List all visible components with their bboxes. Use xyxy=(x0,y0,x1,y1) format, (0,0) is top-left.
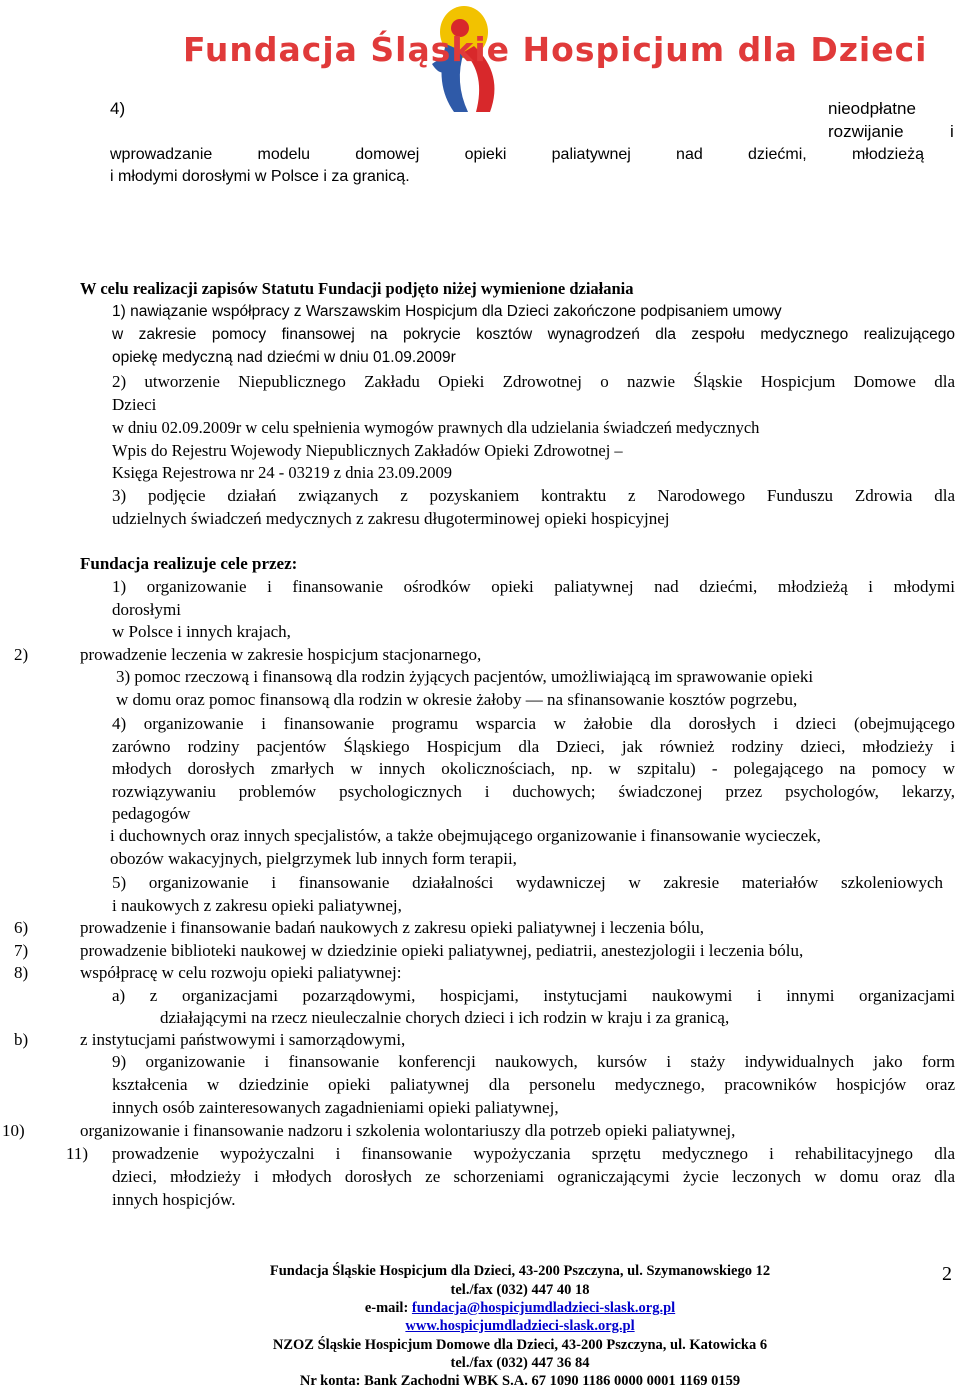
text-line: 1) organizowanie i finansowanie ośrodków opieki paliatywnej nad dziećmi, młodzieżą i młodymi xyxy=(112,577,955,596)
text-line: prowadzenie i finansowanie badań naukowych z zakresu opieki paliatywnej i leczenia bólu, xyxy=(80,918,705,937)
org-title: Fundacja Śląskie Hospicjum dla Dzieci xyxy=(183,30,928,69)
list-number: 6) xyxy=(14,918,29,937)
text-line: 4) organizowanie i finansowanie programu wsparcia w żałobie dla dorosłych i dzieci (obejmującego xyxy=(112,714,955,733)
text-line: 3) podjęcie działań związanych z pozyskaniem kontraktu z Narodowego Funduszu Zdrowia dla xyxy=(112,486,955,505)
text-line: prowadzenie wypożyczalni i finansowanie wypożyczania sprzętu medycznego i rehabilitacyjnego dla xyxy=(112,1144,955,1163)
text-line: udzielnych świadczeń medycznych z zakresu długoterminowej opieki hospicyjnej xyxy=(112,509,670,528)
section-heading: W celu realizacji zapisów Statutu Fundacji podjęto niżej wymienione działania xyxy=(80,279,634,298)
text-line: wprowadzanie modelu domowej opieki paliatywnej nad dziećmi, młodzieżą xyxy=(110,146,924,163)
list-number: 11) xyxy=(66,1144,89,1163)
text-line: dorosłymi xyxy=(112,600,181,619)
text-line: współpracę w celu rozwoju opieki paliatywnej: xyxy=(80,963,402,982)
word: rozwijanie xyxy=(828,122,904,141)
text-line: obozów wakacyjnych, pielgrzymek lub innych form terapii, xyxy=(110,849,517,868)
text-line: organizowanie i finansowanie nadzoru i szkolenia wolontariuszy dla potrzeb opieki paliatywnej, xyxy=(80,1121,736,1140)
point-number: 4) xyxy=(110,99,126,118)
footer-email-link[interactable]: fundacja@hospicjumdladzieci-slask.org.pl xyxy=(411,1300,676,1316)
list-number: 2) xyxy=(14,645,29,664)
text-line: kształcenia w dziedzinie opieki paliatywnej dla personelu medycznego, pracowników hospicjów oraz xyxy=(112,1075,955,1094)
text-line: dzieci, młodzieży i młodych dorosłych ze schorzeniami ograniczającymi życie leczonych w domu oraz dla xyxy=(112,1167,955,1186)
text-line: w zakresie pomocy finansowej na pokrycie kosztów wynagrodzeń dla zespołu medycznego realizującego xyxy=(112,326,955,343)
text-line: 2) utworzenie Niepublicznego Zakładu Opieki Zdrowotnej o nazwie Śląskie Hospicjum Domowe dla xyxy=(112,372,955,391)
text-line: Księga Rejestrowa nr 24 - 03219 z dnia 23.09.2009 xyxy=(112,463,453,482)
text-line: innych hospicjów. xyxy=(112,1190,236,1209)
list-number: 7) xyxy=(14,941,29,960)
text-line: zarówno rodziny pacjentów Śląskiego Hospicjum dla Dzieci, jak również rodziny dzieci, młodzieży i xyxy=(112,737,955,756)
footer-address: Fundacja Śląskie Hospicjum dla Dzieci, 43-200 Pszczyna, ul. Szymanowskiego 12 xyxy=(269,1263,771,1279)
word: nieodpłatne xyxy=(828,99,916,118)
text-line: pedagogów xyxy=(112,804,191,823)
footer-email-label: e-mail: xyxy=(364,1300,412,1316)
footer-nzoz-phone: tel./fax (032) 447 36 84 xyxy=(450,1355,590,1371)
footer-website-line xyxy=(200,1317,840,1335)
text-line: Wpis do Rejestru Wojewody Niepublicznych Zakładów Opieki Zdrowotnej – xyxy=(112,441,623,460)
footer-website-link[interactable]: www.hospicjumdladzieci-slask.org.pl xyxy=(405,1318,635,1334)
text-line: prowadzenie leczenia w zakresie hospicjum stacjonarnego, xyxy=(80,645,482,664)
text-line: 3) pomoc rzeczową i finansową dla rodzin żyjących pacjentów, umożliwiającą im sprawowanie opieki xyxy=(116,667,814,686)
text-line: i duchownych oraz innych specjalistów, a także obejmującego organizowanie i finansowanie wycieczek, xyxy=(110,826,821,845)
text-line: i naukowych z zakresu opieki paliatywnej, xyxy=(112,896,402,915)
section-heading: Fundacja realizuje cele przez: xyxy=(80,554,298,573)
text-line: rozwiązywaniu problemów psychologicznych i duchowych; świadczonej przez psychologów, lekarzy, xyxy=(112,782,955,801)
text-line: a) z organizacjami pozarządowymi, hospicjami, instytucjami naukowymi i innymi organizacjami xyxy=(112,986,955,1005)
text-line: opiekę medyczną nad dziećmi w dniu 01.09.2009r xyxy=(112,349,456,366)
list-number: 10) xyxy=(2,1121,25,1140)
text-line: młodych dorosłych zmarłych w innych okolicznościach, np. w szpitalu) - polegającego na pomocy w xyxy=(112,759,955,778)
footer-bank-account: Nr konta: Bank Zachodni WBK S.A. 67 1090 1186 0000 0001 1169 0159 xyxy=(299,1373,741,1389)
text-line: w dniu 02.09.2009r w celu spełnienia wymogów prawnych dla udzielania świadczeń medycznych xyxy=(112,418,760,437)
list-number: b) xyxy=(14,1030,29,1049)
text-line: 1) nawiązanie współpracy z Warszawskim Hospicjum dla Dzieci zakończone podpisaniem umowy xyxy=(112,303,782,320)
text-line: w domu oraz pomoc finansową dla rodzin w okresie żałoby — na sfinansowanie kosztów pogrzebu, xyxy=(116,690,798,709)
text-line: 9) organizowanie i finansowanie konferencji naukowych, kursów i staży indywidualnych jako form xyxy=(112,1052,955,1071)
footer-nzoz-address: NZOZ Śląskie Hospicjum Domowe dla Dzieci, 43-200 Pszczyna, ul. Katowicka 6 xyxy=(272,1337,768,1353)
footer-phone: tel./fax (032) 447 40 18 xyxy=(450,1282,590,1298)
text-line: w Polsce i innych krajach, xyxy=(112,622,291,641)
text-line: Dzieci xyxy=(112,395,157,414)
text-line: innych osób zainteresowanych zagadnieniami opieki paliatywnej, xyxy=(112,1098,559,1117)
footer-email-line xyxy=(200,1299,840,1317)
page-number: 2 xyxy=(942,1263,952,1285)
text-line: z instytucjami państwowymi i samorządowymi, xyxy=(80,1030,406,1049)
text-line: i młodymi dorosłymi w Polsce i za granicą. xyxy=(110,168,410,185)
list-number: 8) xyxy=(14,963,29,982)
text-line: prowadzenie biblioteki naukowej w dziedzinie opieki paliatywnej, pediatrii, anestezjologii i leczenia bólu, xyxy=(80,941,804,960)
word: i xyxy=(950,122,954,141)
text-line: 5) organizowanie i finansowanie działalności wydawniczej w zakresie materiałów szkoleniowych xyxy=(112,873,943,892)
text-line: działającymi na rzecz nieuleczalnie chorych dzieci i ich rodzin w kraju i za granicą, xyxy=(160,1008,730,1027)
